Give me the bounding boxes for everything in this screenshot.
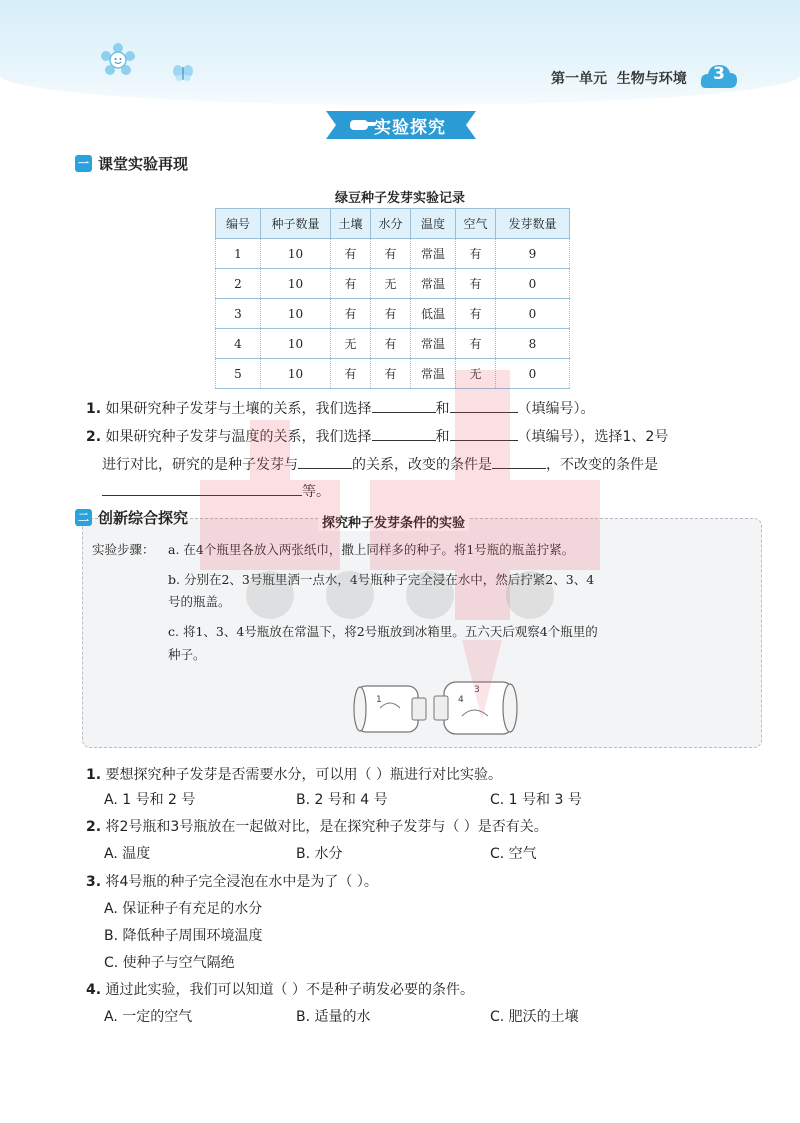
col-header: 温度 [411, 209, 456, 239]
bottle-label: 4 [458, 695, 464, 705]
table-cell: 10 [261, 269, 331, 299]
unit-topic: 生物与环境 [616, 71, 687, 87]
question-text: 如果研究种子发芽与温度的关系，我们选择 [105, 429, 372, 445]
question-2-1 [86, 765, 502, 785]
option-b[interactable]: B. 适量的水 [296, 1009, 371, 1025]
page-number: 3 [713, 64, 725, 84]
question-text: 如果研究种子发芽与土壤的关系，我们选择 [105, 401, 372, 417]
table-cell: 4 [216, 329, 261, 359]
table-cell: 0 [496, 299, 570, 329]
question-2-4 [86, 980, 474, 1000]
section-1-title: 课堂实验再现 [98, 154, 189, 173]
table-cell: 无 [456, 359, 496, 389]
table-cell: 有 [331, 239, 371, 269]
table-header-row [216, 209, 570, 239]
option-c[interactable]: C. 使种子与空气隔绝 [104, 955, 235, 971]
table-cell: 有 [456, 239, 496, 269]
table-cell: 常温 [411, 239, 456, 269]
table-cell: 有 [456, 329, 496, 359]
table-cell: 有 [456, 299, 496, 329]
col-header: 种子数量 [261, 209, 331, 239]
table-cell: 常温 [411, 359, 456, 389]
step-b-cont: 号的瓶盖。 [168, 594, 231, 609]
question-number: 1. [86, 401, 102, 417]
table-cell: 8 [496, 329, 570, 359]
question-1-2-line-2 [102, 455, 658, 475]
question-number: 2. [86, 429, 102, 445]
answer-blank[interactable] [102, 482, 302, 496]
table-cell: 无 [371, 269, 411, 299]
banner-title: 实验探究 [374, 118, 446, 138]
option-b[interactable]: B. 降低种子周围环境温度 [104, 928, 263, 944]
question-text: 进行对比，研究的是种子发芽与 [102, 457, 298, 473]
table-row [216, 239, 570, 269]
question-text: 将2号瓶和3号瓶放在一起做对比，是在探究种子发芽与（ ）是否有关。 [105, 819, 548, 835]
table-cell: 5 [216, 359, 261, 389]
section-2-number: 二 [75, 509, 92, 526]
bottle-label: 3 [474, 685, 480, 695]
table-cell: 10 [261, 359, 331, 389]
table-cell: 有 [331, 269, 371, 299]
col-header: 土壤 [331, 209, 371, 239]
question-text: 的关系，改变的条件是 [352, 457, 492, 473]
table-caption: 绿豆种子发芽实验记录 [334, 191, 465, 206]
question-text: （填编号）。 [517, 401, 595, 417]
butterfly-icon [172, 64, 194, 82]
table-cell: 常温 [411, 269, 456, 299]
question-2-3 [86, 872, 378, 892]
section-2-title: 创新综合探究 [98, 508, 189, 527]
question-text: 和 [435, 429, 450, 445]
step-c: c. 将1、3、4号瓶放在常温下，将2号瓶放到冰箱里。五六天后观察4个瓶里的 [168, 624, 598, 639]
table-cell: 无 [331, 329, 371, 359]
steps-label: 实验步骤： [92, 542, 155, 557]
option-b[interactable]: B. 水分 [296, 846, 343, 862]
question-2-2 [86, 817, 548, 837]
unit-label [551, 68, 687, 88]
section-1-number: 一 [75, 155, 92, 172]
table-cell: 1 [216, 239, 261, 269]
option-a[interactable]: A. 保证种子有充足的水分 [104, 901, 263, 917]
question-number: 4. [86, 982, 102, 998]
table-cell: 有 [456, 269, 496, 299]
question-text: ，不改变的条件是 [546, 457, 658, 473]
question-text: （填编号），选择1、2号 [517, 429, 669, 445]
answer-blank[interactable] [450, 427, 518, 441]
experiment-title: 探究种子发芽条件的实验 [318, 512, 469, 531]
question-1-2-line-3 [102, 482, 330, 502]
section-2-header [75, 506, 188, 528]
step-c-cont: 种子。 [168, 647, 206, 662]
table-cell: 2 [216, 269, 261, 299]
question-1-2 [86, 427, 668, 447]
question-text: 将4号瓶的种子完全浸泡在水中是为了（ ）。 [105, 874, 378, 890]
table-cell: 0 [496, 269, 570, 299]
answer-blank[interactable] [372, 427, 436, 441]
col-header: 空气 [456, 209, 496, 239]
option-a[interactable]: A. 一定的空气 [104, 1009, 193, 1025]
table-cell: 10 [261, 329, 331, 359]
bottle-label: 1 [376, 695, 382, 705]
option-a[interactable]: A. 温度 [104, 846, 151, 862]
germination-record-table [215, 208, 570, 389]
table-cell: 10 [261, 239, 331, 269]
step-b: b. 分别在2、3号瓶里洒一点水，4号瓶种子完全浸在水中，然后拧紧2、3、4 [168, 572, 595, 587]
option-c[interactable]: C. 1 号和 3 号 [490, 792, 582, 808]
bottles-illustration [350, 668, 530, 744]
question-number: 3. [86, 874, 102, 890]
table-cell: 9 [496, 239, 570, 269]
option-b[interactable]: B. 2 号和 4 号 [296, 792, 388, 808]
question-number: 2. [86, 819, 102, 835]
table-cell: 10 [261, 299, 331, 329]
table-cell: 有 [371, 329, 411, 359]
answer-blank[interactable] [492, 455, 546, 469]
question-1-1 [86, 399, 595, 419]
question-text: 和 [435, 401, 450, 417]
col-header: 编号 [216, 209, 261, 239]
table-cell: 有 [331, 299, 371, 329]
table-row [216, 329, 570, 359]
table-cell: 有 [371, 239, 411, 269]
table-cell: 0 [496, 359, 570, 389]
step-a: a. 在4个瓶里各放入两张纸巾，撒上同样多的种子。将1号瓶的瓶盖拧紧。 [168, 542, 575, 557]
col-header: 水分 [371, 209, 411, 239]
option-c[interactable]: C. 肥沃的土壤 [490, 1009, 579, 1025]
table-cell: 常温 [411, 329, 456, 359]
section-1-header [75, 152, 188, 174]
table-cell: 有 [371, 299, 411, 329]
question-text: 等。 [302, 484, 330, 500]
unit-number: 第一单元 [551, 71, 607, 87]
table-cell: 低温 [411, 299, 456, 329]
table-row [216, 269, 570, 299]
sunflower-icon [100, 42, 136, 78]
option-c[interactable]: C. 空气 [490, 846, 537, 862]
table-cell: 有 [371, 359, 411, 389]
question-number: 1. [86, 767, 102, 783]
bottle-1 [354, 686, 426, 732]
table-cell: 有 [331, 359, 371, 389]
answer-blank[interactable] [298, 455, 352, 469]
option-a[interactable]: A. 1 号和 2 号 [104, 792, 196, 808]
table-row [216, 299, 570, 329]
question-text: 要想探究种子发芽是否需要水分，可以用（ ）瓶进行对比实验。 [105, 767, 502, 783]
col-header: 发芽数量 [496, 209, 570, 239]
answer-blank[interactable] [450, 399, 518, 413]
table-cell: 3 [216, 299, 261, 329]
answer-blank[interactable] [372, 399, 436, 413]
table-row [216, 359, 570, 389]
question-text: 通过此实验，我们可以知道（ ）不是种子萌发必要的条件。 [105, 982, 474, 998]
